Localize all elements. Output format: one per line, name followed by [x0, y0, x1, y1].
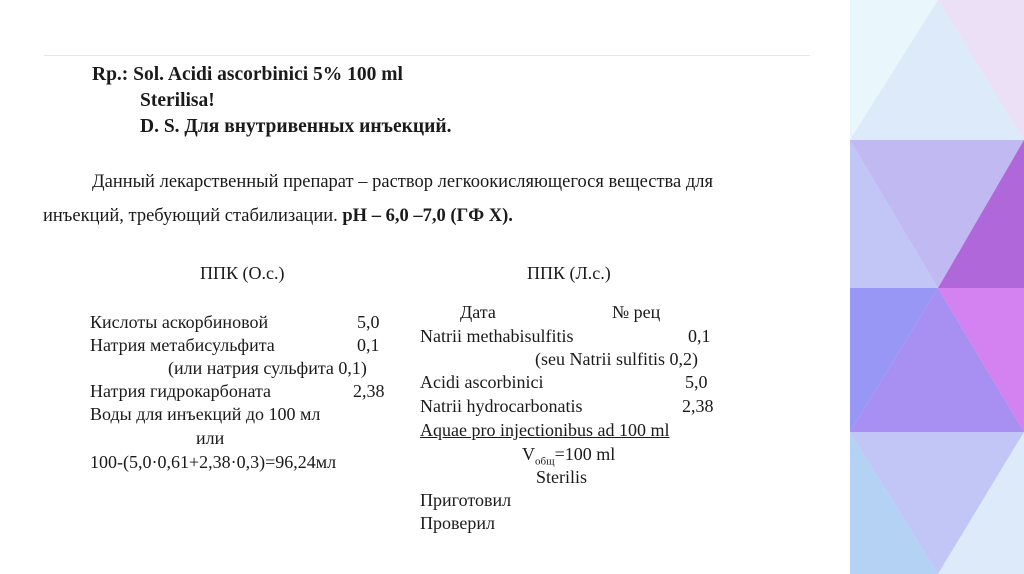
- total-volume: [522, 444, 615, 468]
- description-text: инъекций, требующий стабилизации.: [43, 206, 338, 226]
- right-row-value: 2,38: [682, 396, 714, 416]
- left-or-text: или: [196, 428, 225, 448]
- recipe-line-3: D. S. Для внутривенных инъекций.: [140, 116, 452, 137]
- recipe-number-label: № рец: [612, 302, 661, 322]
- prepared-label: Приготовил: [420, 490, 512, 510]
- recipe-line-1: Rp.: Sol. Acidi ascorbinici 5% 100 ml: [92, 64, 403, 85]
- right-row-value: 0,1: [688, 326, 711, 346]
- left-row-name: Кислоты аскорбиновой: [90, 312, 269, 332]
- left-calculation: 100-(5,0·0,61+2,38·0,3)=96,24мл: [90, 452, 337, 472]
- description-line-1: Данный лекарственный препарат – раствор легкоокисляющегося вещества для: [92, 172, 714, 192]
- right-row-name: Acidi ascorbinici: [420, 372, 544, 392]
- right-row-value: 5,0: [685, 372, 708, 392]
- decorative-triangle-band: [850, 0, 1024, 574]
- left-row-value: 2,38: [353, 381, 385, 401]
- right-row-name: (seu Natrii sulfitis 0,2): [535, 349, 698, 369]
- volume-subscript: общ: [535, 455, 555, 468]
- checked-label: Проверил: [420, 513, 495, 533]
- left-row-name: Натрия метабисульфита: [90, 335, 275, 355]
- description-line-2: [43, 206, 513, 227]
- date-label: Дата: [460, 302, 496, 322]
- left-column-title: ППК (О.с.): [200, 263, 285, 283]
- ph-requirement: pH – 6,0 –7,0 (ГФ X).: [342, 206, 513, 226]
- left-row-name: Натрия гидрокарбоната: [90, 381, 272, 401]
- recipe-line-2: Sterilisa!: [140, 90, 215, 111]
- water-line: Aquae pro injectionibus ad 100 ml: [420, 420, 670, 440]
- sterilis-label: Sterilis: [536, 467, 588, 487]
- volume-symbol: V: [522, 444, 535, 464]
- right-row-name: Natrii methabisulfitis: [420, 326, 574, 346]
- triangle-pattern: [850, 0, 1024, 574]
- volume-value: =100 ml: [554, 444, 616, 464]
- right-row-name: Natrii hydrocarbonatis: [420, 396, 583, 416]
- left-row-value: 5,0: [357, 312, 380, 332]
- left-row-name: Воды для инъекций до 100 мл: [90, 404, 321, 424]
- top-divider: [44, 55, 810, 56]
- right-column-title: ППК (Л.с.): [527, 263, 611, 283]
- left-row-value: 0,1: [357, 335, 380, 355]
- left-row-name: (или натрия сульфита 0,1): [168, 358, 367, 378]
